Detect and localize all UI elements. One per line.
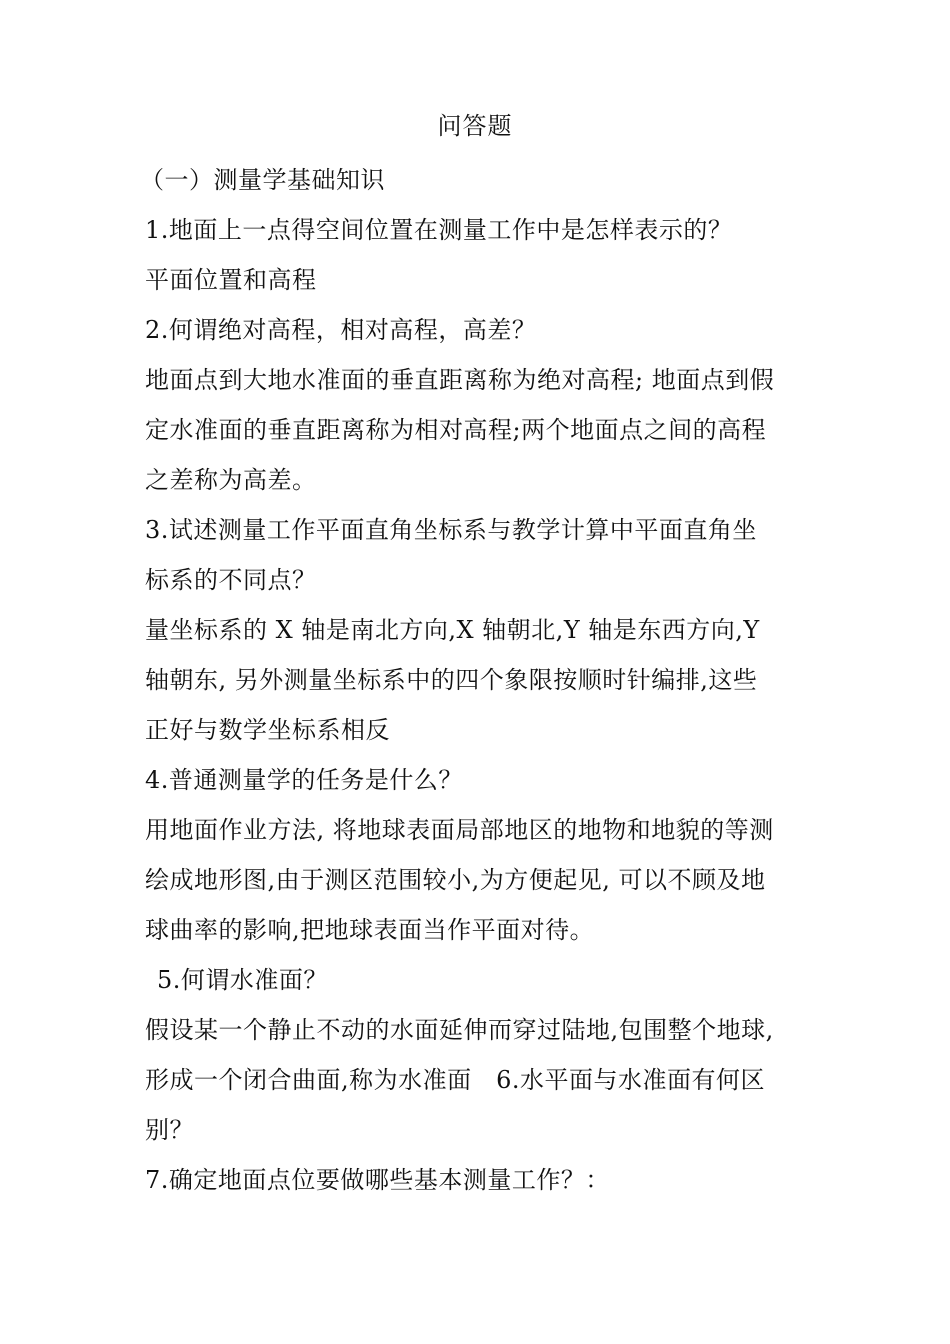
- answer-4-line-3: 球曲率的影响,把地球表面当作平面对待。: [145, 916, 595, 944]
- question-3-line-2: 标系的不同点？: [145, 566, 317, 594]
- answer-4-line-1: 用地面作业方法, 将地球表面局部地区的地物和地貌的等测: [145, 816, 774, 844]
- question-1: 1.地面上一点得空间位置在测量工作中是怎样表示的？: [145, 216, 733, 244]
- answer-3-line-3: 正好与数学坐标系相反: [145, 716, 390, 744]
- answer-2-line-3: 之差称为高差。: [145, 466, 317, 494]
- answer-5-line-2: 形成一个闭合曲面,称为水准面 6.水平面与水准面有何区: [145, 1066, 766, 1094]
- question-7: 7.确定地面点位要做哪些基本测量工作？：: [145, 1166, 610, 1194]
- page-title: 问答题: [437, 112, 513, 140]
- question-6-line-2: 别？: [145, 1116, 194, 1144]
- question-3-line-1: 3.试述测量工作平面直角坐标系与教学计算中平面直角坐: [145, 516, 757, 544]
- answer-2-line-1: 地面点到大地水准面的垂直距离称为绝对高程; 地面点到假: [145, 366, 775, 394]
- answer-2-line-2: 定水准面的垂直距离称为相对高程;两个地面点之间的高程: [145, 416, 767, 444]
- answer-5-line-1: 假设某一个静止不动的水面延伸而穿过陆地,包围整个地球,: [145, 1016, 774, 1044]
- question-4: 4.普通测量学的任务是什么？: [145, 766, 463, 794]
- question-2: 2.何谓绝对高程，相对高程，高差？: [145, 316, 537, 344]
- answer-1: 平面位置和高程: [145, 266, 317, 294]
- question-5: 5.何谓水准面？: [157, 966, 328, 994]
- section-heading: （一）测量学基础知识: [140, 166, 385, 194]
- document-body: [140, 155, 810, 1205]
- answer-3-line-2: 轴朝东, 另外测量坐标系中的四个象限按顺时针编排,这些: [145, 666, 758, 694]
- answer-4-line-2: 绘成地形图,由于测区范围较小,为方便起见, 可以不顾及地: [145, 866, 766, 894]
- answer-3-line-1: 量坐标系的 X 轴是南北方向,X 轴朝北,Y 轴是东西方向,Y: [145, 616, 760, 644]
